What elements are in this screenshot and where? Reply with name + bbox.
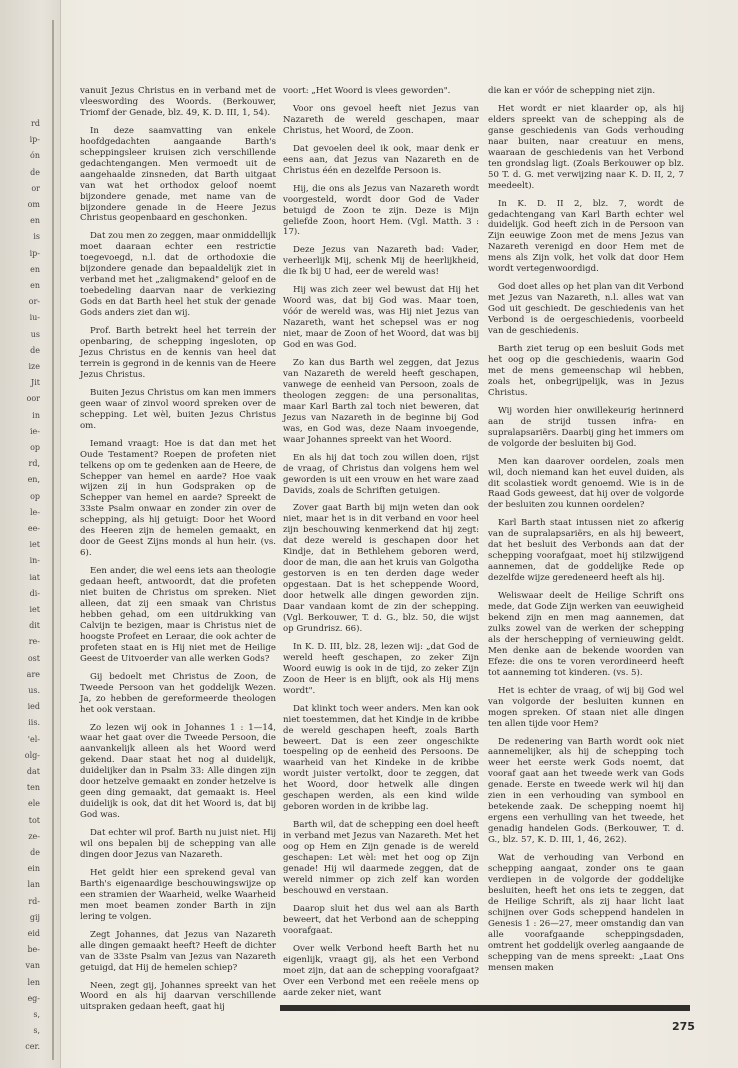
paragraph: Neen, zegt gij, Johannes spreekt van het Woord en als hij daarvan verschillende uitspraken gedaan heeft, gaat hij xyxy=(80,980,276,1013)
gutter-fragment: eg- xyxy=(27,993,40,1003)
gutter-fragment: en xyxy=(30,281,40,290)
gutter-fragment: in xyxy=(32,410,40,420)
gutter-fragment: or- xyxy=(28,297,40,307)
paragraph: Buiten Jezus Christus om kan men immers geen waar of zinvol woord spreken over de schepping. Let wèl, buiten Jezus Christus om. xyxy=(80,387,276,431)
gutter-fragment: is xyxy=(33,232,40,242)
gutter-fragment: us. xyxy=(28,686,40,695)
paragraph: Wij worden hier onwillekeurig herinnerd aan de strijd tussen infra- en supralapsariërs. Daarbij ging het immers om de volgorde der besluiten bij God. xyxy=(488,405,684,449)
gutter-fragment: 'el- xyxy=(27,734,40,744)
gutter-fragment: ten xyxy=(26,783,40,793)
gutter-fragment: iet xyxy=(29,540,40,550)
gutter-fragment: en, xyxy=(27,475,40,485)
gutter-fragment: de xyxy=(30,848,40,857)
gutter-fragment: ele xyxy=(27,799,40,809)
paragraph: In K. D. III, blz. 28, lezen wij: „dat God de wereld heeft geschapen, zo zeker Zijn Woord euwig is ook in de tijd, zo zeker Zijn Zoon de Heer is en blijft, ook als Hij mens wordt". xyxy=(283,641,479,696)
paragraph: God doet alles op het plan van dit Verbond met Jezus van Nazareth, n.l. alles wat van God uit geschiedt. De geschiedenis van het Verbond is de oergeschiedenis, voorbeeld van de geschiedenis. xyxy=(488,282,684,337)
gutter-fragment: eid xyxy=(27,929,40,938)
gutter-fragment: om xyxy=(27,200,40,209)
paragraph: Voor ons gevoel heeft niet Jezus van Nazareth de wereld geschapen, maar Christus, het Woord, de Zoon. xyxy=(283,103,479,136)
previous-page-gutter xyxy=(0,0,61,1068)
paragraph: Karl Barth staat intussen niet zo afkerig van de supralapsariërs, en als hij beweert, dat het besluit des Verbonds aan dat der schepping voorafgaat, moet hij stilzwijgend aannemen, dat de goddelijke Rede op dezelfde wijze geredeneerd heeft als hij. xyxy=(488,518,684,584)
gutter-fragment: iis. xyxy=(28,718,40,728)
paragraph: Zover gaat Barth bij mijn weten dan ook niet, maar het is in dit verband en voor heel zijn beschouwing kenmerkend dat hij zegt: dat deze wereld is geschapen door het Kindje, dat in Bethlehem geboren werd, door de man, die aan het kruis van Golgotha gestorven is en ten derden dage weder opgestaan. Dat is het scheppende Woord, door hetwelk alle dingen geworden zijn. Daar vandaan komt de zin der schepping. (Vgl. Berkouwer, T. d. G., blz. 50, die wijst op Grundrisz. 66). xyxy=(283,503,479,634)
gutter-fragment: op xyxy=(30,491,40,501)
paragraph: Het geldt hier een sprekend geval van Barth's eigenaardige beschouwingswijze op een stramien der Waarheid, welke Waarheid men moet beamen zonder Barth in zijn lering te volgen. xyxy=(80,867,276,922)
gutter-fragment: oor xyxy=(26,394,40,404)
gutter-fragment: cer. xyxy=(25,1042,40,1052)
gutter-fragment: in- xyxy=(29,556,40,566)
gutter-fragment: di- xyxy=(29,588,40,598)
paragraph: En als hij dat toch zou willen doen, rijst de vraag, of Christus dan volgens hem wel geworden is uit een vrouw en het ware zaad Davids, zoals de Schriften getuigen. xyxy=(283,452,479,496)
gutter-fragment: rd, xyxy=(28,459,40,469)
paragraph: Het is echter de vraag, of wij bij God wel van volgorde der besluiten kunnen en mogen spreken. Of staan niet alle dingen ten allen tijde voor Hem? xyxy=(488,685,684,729)
gutter-fragment: us xyxy=(30,329,40,339)
paragraph: Het wordt er niet klaarder op, als hij elders spreekt van de schepping als de ganse geschiedenis van Gods verhouding naar buiten, naar creatuur en mens, waaraan de geschiedenis van het Verbond ten grondslag ligt. (Zoals Berkouwer op blz. 50 T. d. G. met verwijzing naar K. D. II, 2, 7 meedeelt). xyxy=(488,103,684,191)
gutter-fragment: Jit xyxy=(31,378,40,388)
gutter-fragment: rd xyxy=(31,119,40,128)
paragraph: In deze saamvatting van enkele hoofdgedachten aangaande Barth's scheppingsleer kruisen zich verschillende gedachtengangen. Men vermoedt uit de aangehaalde zinsneden, dat Barth uitgaat van wat het orthodox geloof noemt bijzondere genade, met name van de bijzondere genade in de Heere Jezus Christus geopenbaard en geschonken. xyxy=(80,125,276,224)
gutter-fragment: le- xyxy=(30,507,40,517)
gutter-fragment: gij xyxy=(29,912,40,922)
paragraph: Zo lezen wij ook in Johannes 1 : 1—14, waar het gaat over die Tweede Persoon, die aanvankelijk alleen als het Woord werd gekend. Daar staat het nog al duidelijk, duidelijker dan in Psalm 33: Alle dingen zijn door hetzelve gemaakt en zonder hetzelve is geen ding gemaakt, dat gemaakt is. Heel duidelijk is ook, dat dit het Woord is, dat bij God was. xyxy=(80,722,276,821)
paragraph: die kan er vóór de schepping niet zijn. xyxy=(488,86,656,96)
paragraph: Barth wil, dat de schepping een doel heeft in verband met Jezus van Nazareth. Met het oog op Hem en Zijn genade is de wereld geschapen: Let wèl: met het oog op Zijn genade! Hij wil daarmede zeggen, dat de wereld nimmer op zich zelf kan worden beschouwd en verstaan. xyxy=(283,820,479,896)
paragraph: Dat klinkt toch weer anders. Men kan ook niet toestemmen, dat het Kindje in de kribbe de wereld geschapen heeft, zoals Barth beweert. Dat is een zeer ongeschikte toespeling op de eenheid des Persoons. De waarheid van het Kindeke in de kribbe wordt juister vertolkt, door te zeggen, dat het Woord, door hetwelk alle dingen geschapen werden, als een kind wilde geboren worden in de kribbe lag. xyxy=(283,703,479,813)
paragraph: Wat de verhouding van Verbond en schepping aangaat, zonder ons te gaan verdiepen in de volgorde der goddelijke besluiten, heeft het ons iets te zeggen, dat de Heilige Schrift, als zij haar licht laat schijnen over Gods scheppend handelen in Genesis 1 : 26—27, meer omstandig dan van alle voorafgaande scheppingsdaden, omtrent het goddelijk overleg aangaande de schepping van de mens spreekt: „Laat Ons mensen maken xyxy=(488,853,684,973)
gutter-fragment: s, xyxy=(33,1026,40,1036)
paragraph: Hij, die ons als Jezus van Nazareth wordt voorgesteld, wordt door God de Vader betuigd de Zoon te zijn. Deze is Mijn geliefde Zoon, hoort Hem. (Vgl. Matth. 3 : 17). xyxy=(283,183,479,238)
gutter-fragment: or xyxy=(31,183,40,193)
gutter-fragment: en xyxy=(30,264,40,274)
gutter-fragment: ost xyxy=(27,653,40,663)
gutter-fragment: lan xyxy=(27,880,40,890)
gutter-fragment: ip- xyxy=(29,135,40,145)
paragraph: Dat echter wil prof. Barth nu juist niet. Hij wil ons bepalen bij de schepping van alle dingen door Jezus van Nazareth. xyxy=(80,828,276,860)
footer-rule xyxy=(280,1005,690,1011)
paragraph: Weliswaar deelt de Heilige Schrift ons mede, dat Gode Zijn werken van eeuwigheid bekend zijn en men mag aannemen, dat zulks zowel van de werken der schepping als der herschepping of vernieuwing geldt. Men denke aan de bekende woorden van Efeze: die ons te voren verordineerd heeft tot aanneming tot kinderen. (vs. 5). xyxy=(488,591,684,678)
gutter-fragment: ie- xyxy=(30,426,40,436)
paragraph: In K. D. II 2, blz. 7, wordt de gedachtengang van Karl Barth echter wel duidelijk. God heeft zich in de Persoon van Zijn eeuwige Zoon met de mens Jezus van Nazareth verenigd en door Hem met de mens als Zijn volk, het volk dat door Hem wordt vertegenwoordigd. xyxy=(488,198,684,275)
paragraph: Over welk Verbond heeft Barth het nu eigenlijk, vraagt gij, als het een Verbond moet zijn, dat aan de schepping voorafgaat? Over een Verbond met een reëele mens op aarde zeker niet, want xyxy=(283,943,479,998)
paragraph: Iemand vraagt: Hoe is dat dan met het Oude Testament? Roepen de profeten niet telkens op om te gedenken aan de Heere, de Schepper van hemel en aarde? Hoe vaak wijzen zij in hun Godspraken op de Schepper van hemel en aarde? Spreekt de 33ste Psalm onwaar en zonder zin over de schepping, als hij getuigt: Door het Woord des Heeren zijn de hemelen gemaakt, en door de Geest Zijns monds al hun heir. (vs. 6). xyxy=(80,438,276,559)
paragraph: Hij was zich zeer wel bewust dat Hij het Woord was, dat bij God was. Maar toen, vóór de wereld was, was Hij niet Jezus van Nazareth, want het schepsel was er nog niet, maar de Zoon of het Woord, dat was bij God en was God. xyxy=(283,285,479,351)
binding-line xyxy=(52,20,54,1060)
gutter-fragment: ip- xyxy=(29,248,40,258)
paragraph: Gij bedoelt met Christus de Zoon, de Tweede Persoon van het goddelijk Wezen. Ja, zo hebben de gereformeerde theologen het ook verstaan. xyxy=(80,671,276,715)
paragraph: Prof. Barth betrekt heel het terrein der openbaring, de schepping ingesloten, op Jezus Christus en de kennis van heel dat terrein is gegrond in de kennis van de Heere Jezus Christus. xyxy=(80,326,276,380)
paragraph: Dat gevoelen deel ik ook, maar denk er eens aan, dat Jezus van Nazareth en de Christus één en dezelfde Persoon is. xyxy=(283,143,479,176)
paragraph: Zo kan dus Barth wel zeggen, dat Jezus van Nazareth de wereld heeft geschapen, vanwege de eenheid van Persoon, zoals de theologen zeggen: de una personalitas, maar Karl Barth zal toch niet beweren, dat Jezus van Nazareth in de beginne bij God was, en God was, deze Naam invoegende, waar Johannes spreekt van het Woord. xyxy=(283,358,479,445)
gutter-fragment: tot xyxy=(28,815,40,825)
paragraph: De redenering van Barth wordt ook niet aannemelijker, als hij de schepping toch weer het eerste werk Gods noemt, dat vooraf gaat aan het tweede werk van Gods genade. Eerste en tweede werk wil hij dan zien in een verhouding van symbool en betekende zaak. De schepping noemt hij ergens een verhulling van het tweede, het genadig handelen Gods. (Berkouwer, T. d. G., blz. 57, K. D. III, 1, 46, 262). xyxy=(488,736,684,846)
gutter-fragment: ied xyxy=(27,702,40,712)
gutter-fragment: de xyxy=(30,167,40,177)
paragraph: Daarop sluit het dus wel aan als Barth beweert, dat het Verbond aan de schepping voorafgaat. xyxy=(283,903,479,936)
gutter-fragment: ón xyxy=(30,151,40,161)
gutter-fragment: ize xyxy=(28,362,40,371)
gutter-fragment: len xyxy=(27,977,40,987)
text-column-1 xyxy=(80,86,276,1020)
paragraph: Dat zou men zo zeggen, maar onmiddellijk moet daaraan echter een restrictie toegevoegd, n.l. dat de orthodoxie die bijzondere genade dan bepaaldelijk ziet in verband met het „zaligmakend" geloof en de toebedeling daarvan naar de verkiezing Gods en dat Barth heel het stuk der genade Gods anders ziet dan wij. xyxy=(80,231,276,319)
paragraph: Barth ziet terug op een besluit Gods met het oog op die geschiedenis, waarin God met de mens gemeenschap wil hebben, zoals het, onbegrijpelijk, was in Jezus Christus. xyxy=(488,344,684,398)
gutter-fragment: ze- xyxy=(28,831,40,841)
gutter-fragment: be- xyxy=(27,945,40,955)
text-column-2 xyxy=(283,86,479,1005)
gutter-fragment: olg- xyxy=(24,750,40,760)
gutter-fragment: op xyxy=(30,443,40,452)
paragraph: Deze Jezus van Nazareth bad: Vader, verheerlijk Mij, schenk Mij de heerlijkheid, die Ik bij U had, eer de wereld was! xyxy=(283,245,479,278)
gutter-fragment: de xyxy=(30,345,40,355)
gutter-fragment: ein xyxy=(27,864,40,874)
text-column-3 xyxy=(488,86,684,981)
gutter-fragment: van xyxy=(25,961,40,971)
gutter-fragment: iat xyxy=(29,572,40,582)
gutter-fragment: are xyxy=(26,669,40,679)
paragraph: Men kan daarover oordelen, zoals men wil, doch niemand kan het euvel duiden, als dit scolastiek wordt genoemd. Wie is in de Raad Gods geweest, dat hij over de volgorde der besluiten zou kunnen oordelen? xyxy=(488,456,684,511)
gutter-fragment: s, xyxy=(33,1010,40,1019)
paragraph: vanuit Jezus Christus en in verband met de vleeswording des Woords. (Berkouwer, Triomf der Genade, blz. 49, K. D. III, 1, 54). xyxy=(80,86,276,118)
page-number: 275 xyxy=(672,1020,695,1033)
gutter-fragment: iet xyxy=(29,605,40,614)
paragraph: voort: „Het Woord is vlees geworden". xyxy=(283,86,451,96)
gutter-fragment: ee- xyxy=(27,524,40,533)
paragraph: Zegt Johannes, dat Jezus van Nazareth alle dingen gemaakt heeft? Heeft de dichter van de 33ste Psalm van Jezus van Nazareth getuigd, dat Hij de hemelen schiep? xyxy=(80,929,276,973)
gutter-fragment: dat xyxy=(26,767,40,776)
paragraph: Een ander, die wel eens iets aan theologie gedaan heeft, antwoordt, dat die profeten niet buiten de Christus om spreken. Niet alleen, dat zij een smaak van Christus hebben gehad, om een uitdrukking van Calvijn te bezigen, maar is Christus niet de hoogste Profeet en Leraar, die ook achter de profeten staat en is Hij niet met de Heilige Geest de Uitvoerder van alle werken Gods? xyxy=(80,566,276,664)
gutter-fragment: dit xyxy=(29,621,40,631)
gutter-fragment: iu- xyxy=(29,313,40,323)
gutter-fragment: rd- xyxy=(28,896,40,906)
gutter-fragment: re- xyxy=(28,637,40,647)
gutter-fragment: en xyxy=(30,216,40,226)
